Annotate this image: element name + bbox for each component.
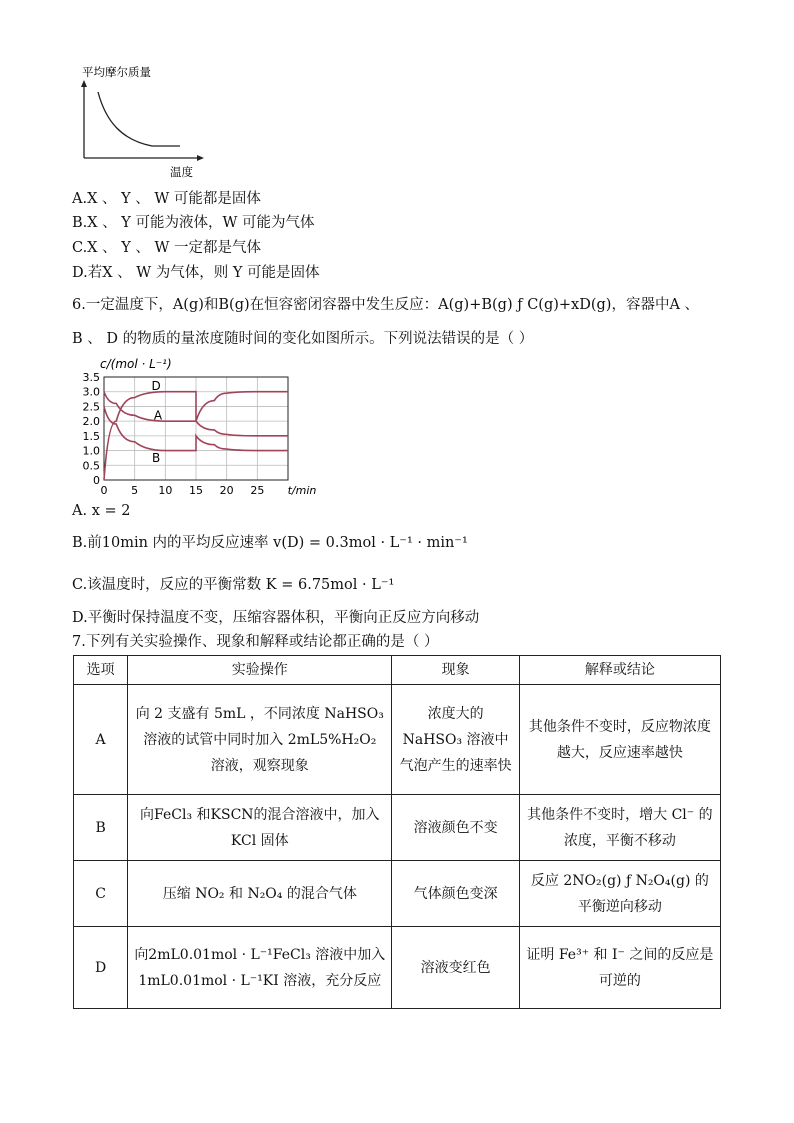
row-option: D (74, 927, 128, 1009)
header-operation: 实验操作 (128, 656, 392, 685)
q5-option-a: A.X 、 Y 、 W 可能都是固体 (72, 191, 261, 207)
y-axis-label: c/(mol · L⁻¹) (100, 357, 172, 371)
fig1-ylabel: 平均摩尔质量 (82, 65, 151, 79)
row-conclusion: 证明 Fe³⁺ 和 I⁻ 之间的反应是可逆的 (519, 927, 720, 1009)
y-tick-label: 1.0 (82, 444, 100, 458)
x-tick-label: 15 (189, 484, 203, 497)
row-option: A (74, 685, 128, 795)
concentration-time-chart (66, 352, 316, 500)
q6-option-c: C.该温度时，反应的平衡常数 K = 6.75mol · L⁻¹ (72, 577, 395, 593)
row-operation: 向FeCl₃ 和KSCN的混合溶液中，加入KCl 固体 (128, 795, 392, 861)
row-operation: 向 2 支盛有 5mL ，不同浓度 NaHSO₃ 溶液的试管中同时加入 2mL5%H₂O₂ 溶液，观察现象 (128, 685, 392, 795)
q6-option-d: D.平衡时保持温度不变，压缩容器体积，平衡向正反应方向移动 (72, 610, 480, 626)
x-tick-label: 0 (100, 484, 108, 497)
y-tick-label: 0 (93, 474, 100, 487)
y-tick-label: 0.5 (82, 459, 100, 473)
row-phenomenon: 气体颜色变深 (392, 861, 519, 927)
series-label-D: D (151, 378, 161, 393)
x-axis-label: t/min (287, 484, 316, 497)
row-conclusion: 其他条件不变时，增大 Cl⁻ 的浓度，平衡不移动 (519, 795, 720, 861)
q6-stem-line2: B 、 D 的物质的量浓度随时间的变化如图所示。下列说法错误的是（ ） (72, 331, 534, 347)
fig1-curve (98, 92, 180, 146)
row-conclusion: 其他条件不变时，反应物浓度越大，反应速率越快 (519, 685, 720, 795)
molar-mass-temperature-graph (70, 62, 220, 180)
series-label-A: A (153, 408, 163, 423)
row-operation: 压缩 NO₂ 和 N₂O₄ 的混合气体 (128, 861, 392, 927)
row-operation: 向2mL0.01mol · L⁻¹FeCl₃ 溶液中加入1mL0.01mol · L⁻¹KI 溶液，充分反应 (128, 927, 392, 1009)
x-tick-label: 25 (250, 484, 265, 497)
x-tick-label: 5 (131, 484, 139, 497)
q7-stem: 7.下列有关实验操作、现象和解释或结论都正确的是（ ） (72, 634, 439, 650)
row-option: B (74, 795, 128, 861)
row-option: C (74, 861, 128, 927)
q5-option-c: C.X 、 Y 、 W 一定都是气体 (72, 240, 262, 256)
q6-option-a: A. x = 2 (72, 503, 131, 519)
q6-option-b: B.前10min 内的平均反应速率 v(D) = 0.3mol · L⁻¹ · min⁻¹ (72, 535, 468, 551)
q6-stem-line1: 6.一定温度下，A(g)和B(g)在恒容密闭容器中发生反应：A(g)+B(g) ƒ C(g)+xD(g)，容器中A 、 (72, 297, 700, 313)
table-row (74, 685, 721, 795)
x-tick-label: 10 (158, 484, 173, 497)
q5-option-b: B.X 、 Y 可能为液体，W 可能为气体 (72, 215, 315, 231)
table-row (74, 861, 721, 927)
y-tick-label: 3.0 (82, 385, 100, 399)
experiment-table (73, 655, 721, 1009)
q5-option-d: D.若X 、 W 为气体，则 Y 可能是固体 (72, 265, 320, 281)
row-phenomenon: 溶液变红色 (392, 927, 519, 1009)
table-row (74, 795, 721, 861)
x-tick-label: 20 (219, 484, 234, 497)
y-tick-label: 3.5 (82, 371, 100, 384)
table-header-row (74, 656, 721, 685)
series-label-B: B (152, 450, 161, 465)
fig1-xlabel: 温度 (170, 165, 193, 179)
fig1-x-arrow (197, 155, 204, 161)
header-option: 选项 (74, 656, 128, 685)
y-tick-label: 2.0 (82, 415, 100, 429)
y-tick-label: 1.5 (82, 429, 100, 443)
header-conclusion: 解释或结论 (519, 656, 720, 685)
row-phenomenon: 浓度大的 NaHSO₃ 溶液中气泡产生的速率快 (392, 685, 519, 795)
y-tick-label: 2.5 (82, 400, 100, 414)
row-conclusion: 反应 2NO₂(g) ƒ N₂O₄(g) 的平衡逆向移动 (519, 861, 720, 927)
fig1-y-arrow (81, 80, 87, 87)
row-phenomenon: 溶液颜色不变 (392, 795, 519, 861)
table-row (74, 927, 721, 1009)
header-phenomenon: 现象 (392, 656, 519, 685)
